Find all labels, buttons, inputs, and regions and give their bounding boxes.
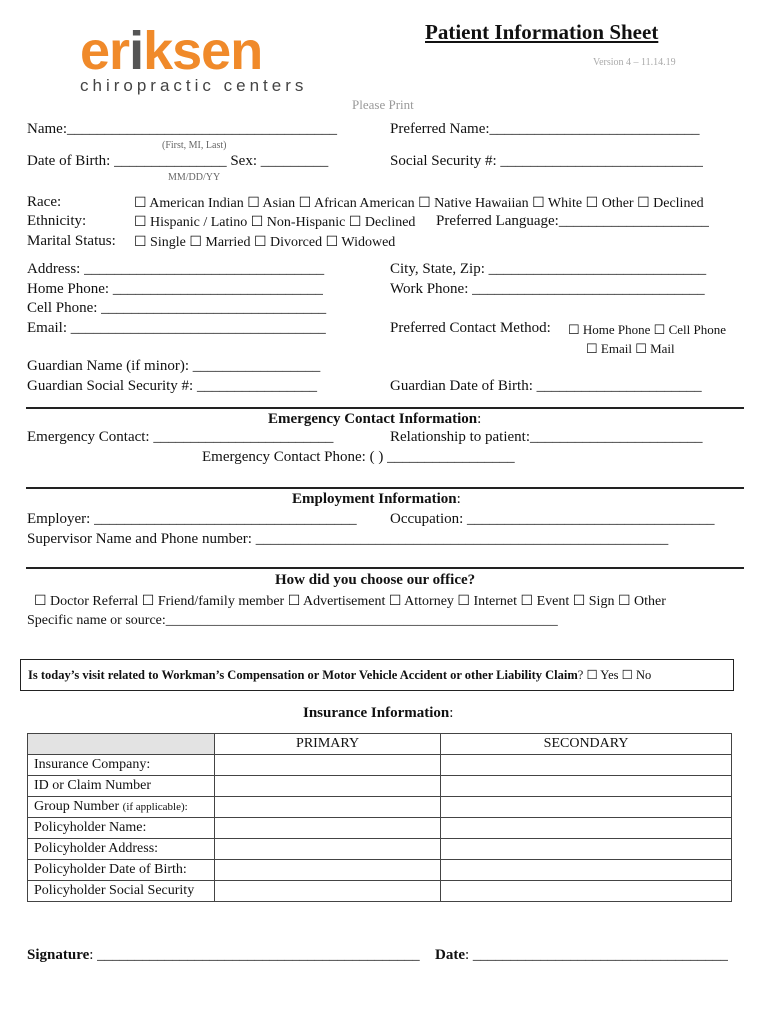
emergency-contact-field[interactable]: Emergency Contact: ________________________ xyxy=(27,429,334,445)
email-field[interactable]: Email: __________________________________ xyxy=(27,320,326,336)
preferred-language-field[interactable]: Preferred Language:____________________ xyxy=(436,213,709,229)
dob-hint: MM/DD/YY xyxy=(168,172,221,183)
table-row xyxy=(28,755,732,776)
secondary-cell[interactable] xyxy=(441,881,732,902)
preferred-contact-label: Preferred Contact Method: xyxy=(390,320,551,336)
name-field[interactable]: Name:____________________________________ xyxy=(27,121,337,137)
divider xyxy=(26,487,744,489)
secondary-cell[interactable] xyxy=(441,818,732,839)
row-label: Policyholder Address: xyxy=(28,839,215,860)
col-primary: PRIMARY xyxy=(215,734,441,755)
ethnicity-label: Ethnicity: xyxy=(27,213,87,229)
cell-phone-field[interactable]: Cell Phone: ______________________________ xyxy=(27,300,327,316)
secondary-cell[interactable] xyxy=(441,797,732,818)
row-label: Policyholder Name: xyxy=(28,818,215,839)
table-row xyxy=(28,776,732,797)
insurance-table xyxy=(27,733,732,902)
version-label: Version 4 – 11.14.19 xyxy=(593,57,676,68)
employment-heading: Employment Information: xyxy=(292,491,461,507)
liability-question: Is today’s visit related to Workman’s Compensation or Motor Vehicle Accident or other Liability Claim? ☐ Yes ☐ No xyxy=(28,668,652,682)
row-label: ID or Claim Number xyxy=(28,776,215,797)
secondary-cell[interactable] xyxy=(441,839,732,860)
row-label: Policyholder Date of Birth: xyxy=(28,860,215,881)
row-label: Insurance Company: xyxy=(28,755,215,776)
please-print: Please Print xyxy=(352,97,414,112)
home-phone-field[interactable]: Home Phone: ____________________________ xyxy=(27,281,323,297)
guardian-ssn-field[interactable]: Guardian Social Security #: ________________ xyxy=(27,378,317,394)
primary-cell[interactable] xyxy=(215,860,441,881)
guardian-name-field[interactable]: Guardian Name (if minor): _________________ xyxy=(27,358,321,374)
primary-cell[interactable] xyxy=(215,818,441,839)
secondary-cell[interactable] xyxy=(441,755,732,776)
col-secondary: SECONDARY xyxy=(441,734,732,755)
divider xyxy=(26,407,744,409)
dob-sex-field[interactable]: Date of Birth: _______________ Sex: _________ xyxy=(27,153,329,169)
preferred-contact-options-2[interactable]: ☐ Email ☐ Mail xyxy=(586,341,675,356)
relationship-field[interactable]: Relationship to patient:_______________________ xyxy=(390,429,703,445)
guardian-dob-field[interactable]: Guardian Date of Birth: ______________________ xyxy=(390,378,702,394)
signature-field[interactable]: Signature: ___________________________________________ xyxy=(27,947,420,963)
ethnicity-options[interactable]: ☐ Hispanic / Latino ☐ Non-Hispanic ☐ Declined xyxy=(134,215,416,230)
ssn-field[interactable]: Social Security #: ___________________________ xyxy=(390,153,703,169)
referral-heading: How did you choose our office? xyxy=(275,572,476,588)
address-field[interactable]: Address: ________________________________ xyxy=(27,261,325,277)
primary-cell[interactable] xyxy=(215,797,441,818)
employer-field[interactable]: Employer: ___________________________________ xyxy=(27,511,357,527)
primary-cell[interactable] xyxy=(215,839,441,860)
table-row xyxy=(28,818,732,839)
logo-subtitle: chiropractic centers xyxy=(80,76,308,95)
specific-source-field[interactable]: Specific name or source:________________________________________________________ xyxy=(27,613,558,628)
city-state-zip-field[interactable]: City, State, Zip: _____________________________ xyxy=(390,261,707,277)
primary-cell[interactable] xyxy=(215,881,441,902)
logo-wordmark: eriksen xyxy=(80,21,263,81)
table-row xyxy=(28,797,732,818)
secondary-cell[interactable] xyxy=(441,776,732,797)
emergency-phone-field[interactable]: Emergency Contact Phone: ( ) _________________ xyxy=(202,449,515,465)
emergency-heading: Emergency Contact Information: xyxy=(268,411,482,427)
date-field[interactable]: Date: __________________________________ xyxy=(435,947,728,963)
divider xyxy=(26,567,744,569)
occupation-field[interactable]: Occupation: _________________________________ xyxy=(390,511,715,527)
secondary-cell[interactable] xyxy=(441,860,732,881)
referral-options[interactable]: ☐ Doctor Referral ☐ Friend/family member ☐ Advertisement ☐ Attorney ☐ Internet ☐ Event ☐ Sign ☐ Other xyxy=(34,594,666,609)
marital-label: Marital Status: xyxy=(27,233,116,249)
table-row xyxy=(28,860,732,881)
primary-cell[interactable] xyxy=(215,755,441,776)
work-phone-field[interactable]: Work Phone: _______________________________ xyxy=(390,281,705,297)
row-label: Policyholder Social Security xyxy=(28,881,215,902)
name-hint: (First, MI, Last) xyxy=(162,140,227,151)
liability-options[interactable]: ? ☐ Yes ☐ No xyxy=(577,668,652,682)
group-note: (if applicable): xyxy=(122,801,188,813)
preferred-name-field[interactable]: Preferred Name:____________________________ xyxy=(390,121,700,137)
race-label: Race: xyxy=(27,194,62,210)
row-label: Group Number (if applicable): xyxy=(28,797,215,818)
insurance-heading: Insurance Information: xyxy=(303,705,454,721)
primary-cell[interactable] xyxy=(215,776,441,797)
supervisor-field[interactable]: Supervisor Name and Phone number: _______________________________________________________ xyxy=(27,531,669,547)
race-options[interactable]: ☐ American Indian ☐ Asian ☐ African American ☐ Native Hawaiian ☐ White ☐ Other ☐ Declined xyxy=(134,196,704,211)
logo xyxy=(80,21,308,96)
preferred-contact-options-1[interactable]: ☐ Home Phone ☐ Cell Phone xyxy=(568,322,726,337)
table-row xyxy=(28,839,732,860)
page-title: Patient Information Sheet xyxy=(425,20,659,44)
marital-options[interactable]: ☐ Single ☐ Married ☐ Divorced ☐ Widowed xyxy=(134,235,396,250)
table-corner xyxy=(28,734,215,755)
table-row xyxy=(28,881,732,902)
